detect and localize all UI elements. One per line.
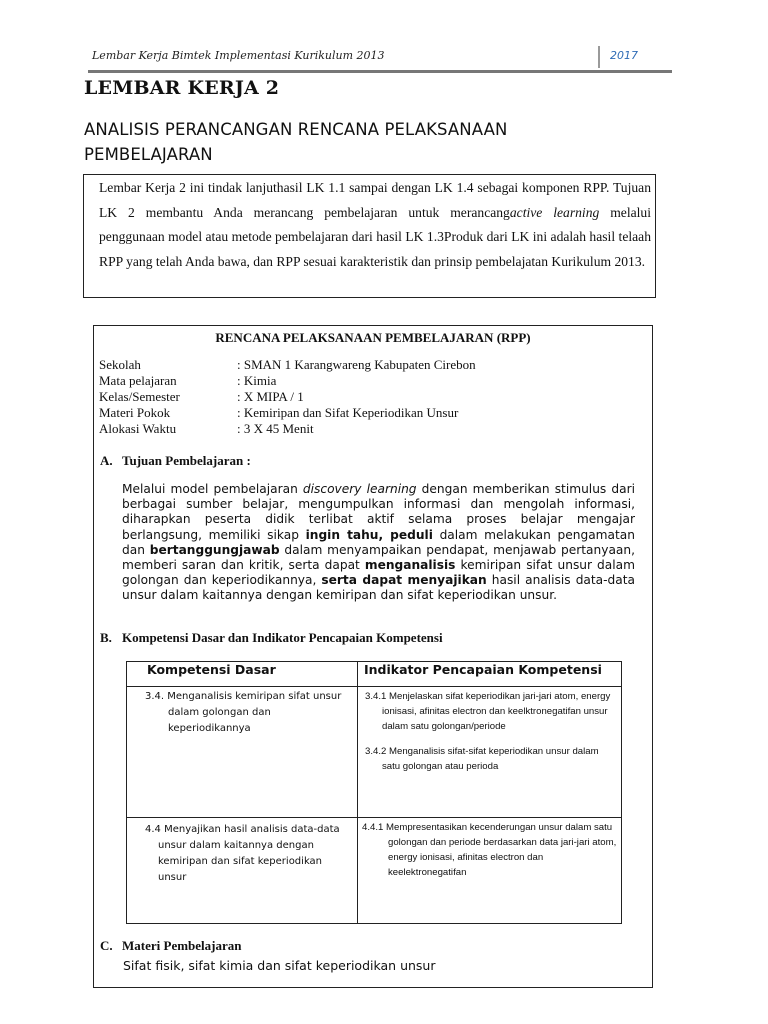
- meta-label-topic: Materi Pokok: [99, 405, 171, 420]
- section-a-title: Tujuan Pembelajaran :: [122, 453, 251, 468]
- tujuan-bold: bertanggungjawab: [149, 542, 280, 557]
- table-header-indicator: Indikator Pencapaian Kompetensi: [358, 662, 622, 687]
- intro-paragraph: [99, 176, 651, 274]
- kd-text: [127, 818, 357, 886]
- indicator-list: [358, 818, 621, 880]
- section-b-letter: B.: [100, 630, 112, 645]
- tujuan-paragraph: [122, 482, 635, 604]
- tujuan-text: , diharapkan peserta didik terlibat aktif selama proses belajar mengajar berlangsung, memiliki sikap: [122, 497, 635, 542]
- tujuan-bold: menganalisis: [364, 558, 456, 573]
- intro-text-1: Lembar Kerja 2 ini tindak lanjuthasil LK 1.1 sampai dengan LK 1.4 sebagai komponen RPP. Tujuan LK 2 membantu Anda merancang pembelajaran untuk merancang: [99, 180, 651, 220]
- indicator-list: [358, 687, 621, 774]
- page-subtitle-line-1: ANALISIS PERANCANGAN RENCANA PELAKSANAAN: [84, 120, 508, 139]
- tujuan-bold: ingin tahu, peduli: [305, 527, 433, 542]
- meta-value-class: : X MIPA / 1: [237, 389, 304, 404]
- meta-label-class: Kelas/Semester: [99, 389, 180, 404]
- materi-text: Sifat fisik, sifat kimia dan sifat keperiodikan unsur: [123, 958, 436, 973]
- table-header-row: [127, 662, 622, 687]
- section-c-title: Materi Pembelajaran: [122, 938, 242, 953]
- tujuan-text: hasil analisis data-data unsur dalam kaitannya dengan kemiripan dan sifat keperiodikan unsur.: [122, 573, 635, 603]
- header-document-title: Lembar Kerja Bimtek Implementasi Kurikulum 2013: [92, 49, 385, 62]
- table-cell-indicator: [358, 818, 622, 924]
- tujuan-text: mengolah informasi: [503, 497, 632, 512]
- header-rule: [88, 70, 672, 73]
- indicator-item: 3.4.2 Menganalisis sifat-sifat keperiodikan unsur dalam satu golongan atau perioda: [365, 746, 599, 772]
- header-separator: [598, 46, 600, 68]
- header-year: 2017: [610, 49, 638, 62]
- page-subtitle-line-2: PEMBELAJARAN: [84, 145, 213, 164]
- tujuan-bold: serta dapat menyajikan: [321, 573, 487, 588]
- page-title: LEMBAR KERJA 2: [84, 77, 280, 99]
- competency-table: [126, 661, 622, 924]
- section-c-letter: C.: [100, 938, 113, 953]
- table-cell-indicator: [358, 687, 622, 818]
- section-c-heading: [100, 938, 241, 954]
- kd-item: 4.4 Menyajikan hasil analisis data-data unsur dalam kaitannya dengan kemiripan dan sifat keperiodikan unsur: [145, 824, 340, 883]
- section-a-heading: [100, 453, 251, 469]
- meta-label-school: Sekolah: [99, 357, 141, 372]
- tujuan-text: dalam menyampaikan pendapat, menjawab pertanyaan, memberi saran dan kritik, serta dapat: [122, 542, 635, 573]
- tujuan-text: mengumpulkan informasi: [298, 497, 461, 512]
- meta-value-school: : SMAN 1 Karangwareng Kabupaten Cirebon: [237, 357, 476, 372]
- meta-value-time: : 3 X 45 Menit: [237, 421, 314, 436]
- kd-item: 3.4. Menganalisis kemiripan sifat unsur dalam golongan dan keperiodikannya: [145, 691, 342, 734]
- tujuan-text: dan: [460, 497, 504, 512]
- table-cell-kd: [127, 687, 358, 818]
- intro-text-2: melalui penggunaan model atau metode pembelajaran dari hasil LK 1.3Produk dari LK ini adalah hasil telaah RPP yang telah Anda bawa, dan RPP sesuai karakteristik dan prinsip pembelajatan Kurikulum 2013.: [99, 204, 651, 269]
- section-b-title: Kompetensi Dasar dan Indikator Pencapaian Kompetensi: [122, 630, 443, 645]
- table-cell-kd: [127, 818, 358, 924]
- indicator-item: 3.4.1 Menjelaskan sifat keperiodikan jari-jari atom, energy ionisasi, afinitas electron dan keelktronegatifan unsur dalam satu golongan/periode: [365, 691, 611, 732]
- indicator-item: 4.4.1 Mempresentasikan kecenderungan unsur dalam satu golongan dan periode berdasarkan data jari-jari atom, energy ionisasi, afinitas electron dan keelektronegatifan: [362, 822, 617, 878]
- meta-label-subject: Mata pelajaran: [99, 373, 177, 388]
- tujuan-text: Melalui model pembelajaran: [122, 482, 303, 496]
- tujuan-italic: discovery learning: [302, 482, 417, 496]
- table-row: [127, 687, 622, 818]
- intro-italic: active learning: [509, 204, 600, 220]
- section-a-letter: A.: [100, 453, 113, 468]
- kd-text: [127, 687, 357, 737]
- tujuan-text: dengan memberikan stimulus dari berbagai sumber belajar,: [122, 482, 635, 512]
- table-row: [127, 818, 622, 924]
- meta-label-time: Alokasi Waktu: [99, 421, 177, 436]
- page-subtitle: [84, 117, 604, 167]
- tujuan-text: dalam melakukan pengamatan dan: [122, 527, 635, 557]
- meta-value-topic: : Kemiripan dan Sifat Keperiodikan Unsur: [237, 405, 459, 420]
- tujuan-text: kemiripan sifat unsur dalam golongan dan keperiodikannya,: [122, 558, 635, 588]
- section-b-heading: [100, 630, 443, 646]
- rpp-title: RENCANA PELAKSANAAN PEMBELAJARAN (RPP): [215, 330, 531, 345]
- meta-value-subject: : Kimia: [237, 373, 277, 388]
- table-header-kd: Kompetensi Dasar: [127, 662, 358, 687]
